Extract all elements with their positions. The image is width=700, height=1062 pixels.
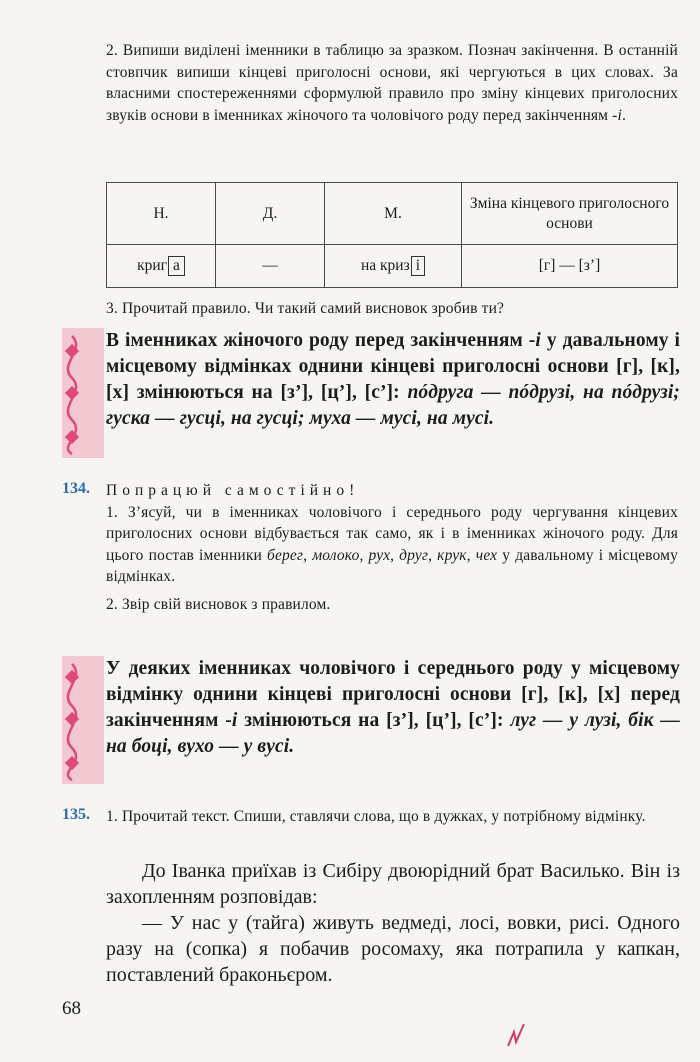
ending-box: а [168,256,185,276]
rule-box-2 [62,656,680,784]
cell-locative: на криз і [325,245,462,288]
passage-paragraph: — У нас у (тайга) живуть ведмеді, лосі, вовки, рисі. Одного разу на (сопка) я побачив росомаху, яка потрапила у капкан, поставлений браконьєром. [106,912,680,986]
task-3-text: 3. Прочитай правило. Чи такий самий висновок зробив ти? [106,300,505,317]
exercise-134-text: Попрацюй самостійно! 1. З’ясуй, чи в іменниках чоловічого і середнього роду чергування кінцевих приголосних основи відбувається так само, як і в іменниках жіночого роду. Для цього постав іменники берег, молоко, рух, друг, крук, чех у давальному і місцевому відмінках. 2. Звір свій висновок з правилом. [106,482,679,613]
exercise-134-heading: Попрацюй самостійно! [106,482,360,499]
table-row [107,245,678,288]
cell-dative: — [216,245,325,288]
declension-table [106,182,678,288]
header-dative: Д. [216,183,325,245]
ending-box: і [411,256,425,276]
header-change: Зміна кінцевого приголосного основи [462,183,678,245]
cell-nominative: криг а [107,245,216,288]
rule-box-1 [62,328,680,458]
passage-paragraph: До Іванка приїхав із Сибіру двоюрідний брат Василько. Він із захопленням розповідав: [106,860,680,908]
rule-2-text: У деяких іменниках чоловічого і середнього роду у місцевому відмінку однини кінцеві приголосні основи [г], [к], [х] перед закінченням -і змінюються на [з’], [ц’], [с’]: луг — у лузі, бік — на боці, вухо — у вусі. [106,658,680,757]
table-header-row [107,183,678,245]
rule-1-text: В іменниках жіночого роду перед закінченням -і у давальному і місцевому відмінках однини кінцеві приголосні основи [г], [к], [х] змінюються на [з’], [ц’], [с’]: пóдруга — пóдрузі, на пóдрузі; гуска — гусці, на гусці; муха — мусі, на мусі. [106,330,681,429]
pencil-mark-icon [504,1020,528,1050]
exercise-135-task: 1. Прочитай текст. Спиши, ставлячи слова, що в дужках, у потрібному відмінку. [106,808,646,825]
exercise-135-number: 135. [62,806,90,823]
exercise-135-passage [106,858,680,988]
header-nominative: Н. [107,183,216,245]
task-2-text: 2. Випиши виділені іменники в таблицю за зразком. Познач закінчення. В останній стовпчик випиши кінцеві приголосні основи, які чергуються в цих словах. За власними спостереженнями сформулюй правило про зміну кінцевих приголосних звуків основи в іменниках жіночого та чоловічого роду перед закінченням -і. [106,42,678,124]
header-locative: М. [325,183,462,245]
exercise-134-number: 134. [62,480,90,497]
page-number: 68 [62,998,81,1019]
cell-change: [г] — [з’] [462,245,678,288]
